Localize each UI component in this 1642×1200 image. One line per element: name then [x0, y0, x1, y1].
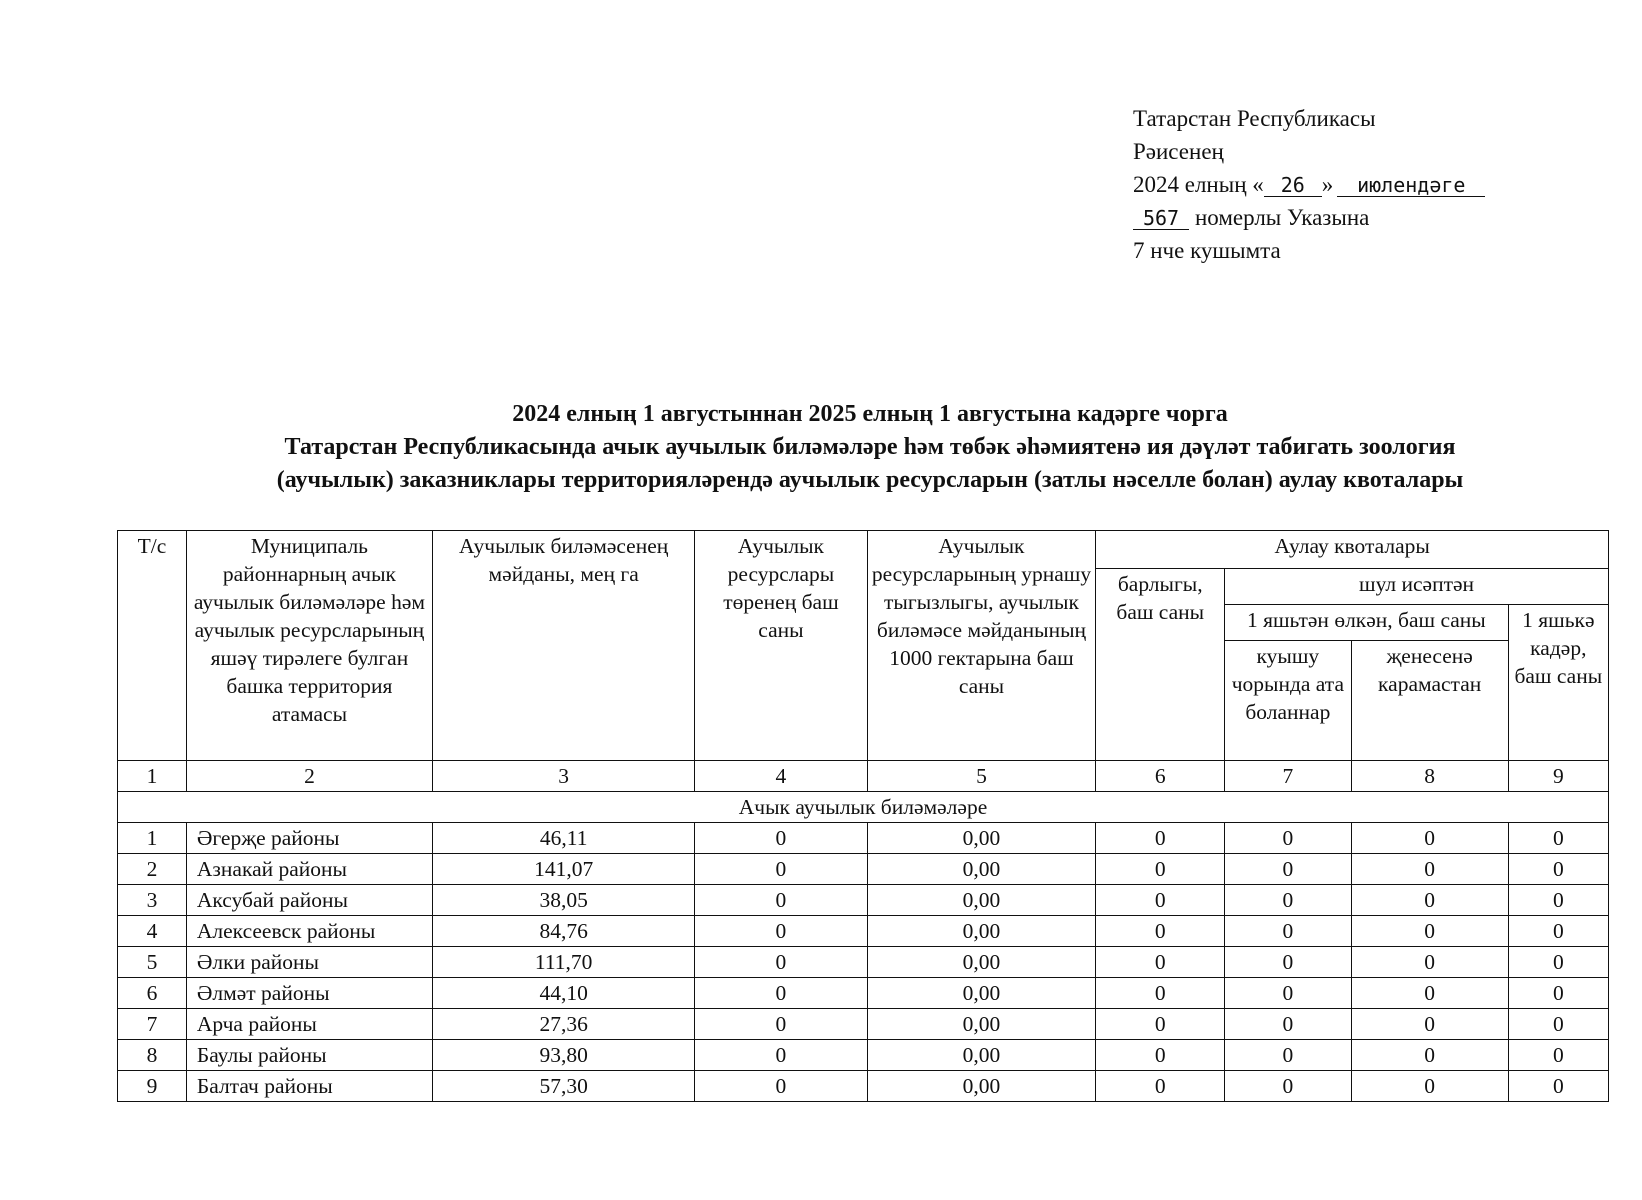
- cell-district-name: Азнакай районы: [186, 854, 432, 885]
- cell-area: 57,30: [433, 1071, 695, 1102]
- cell-area: 93,80: [433, 1040, 695, 1071]
- cell-under-one-year: 0: [1508, 1009, 1608, 1040]
- cell-any-sex: 0: [1351, 823, 1508, 854]
- cell-density: 0,00: [867, 1040, 1096, 1071]
- cell-district-name: Әгерҗе районы: [186, 823, 432, 854]
- appendix-month: июлендәге: [1337, 174, 1485, 197]
- cell-density: 0,00: [867, 854, 1096, 885]
- quota-table: [117, 530, 1609, 1102]
- appendix-line-number: [1133, 201, 1485, 234]
- appendix-line-president: Рәисенең: [1133, 139, 1224, 164]
- cell-district-name: Баулы районы: [186, 1040, 432, 1071]
- header-over-one-year: 1 яшьтән өлкән, баш саны: [1225, 605, 1509, 641]
- cell-rut-males: 0: [1225, 1009, 1352, 1040]
- appendix-decree-number: 567: [1133, 207, 1189, 230]
- cell-area: 141,07: [433, 854, 695, 885]
- cell-number: 6: [118, 978, 187, 1009]
- cell-number: 2: [118, 854, 187, 885]
- cell-resource-count: 0: [695, 947, 867, 978]
- header-row-1: [118, 531, 1609, 569]
- appendix-line-annex: 7 нче кушымта: [1133, 238, 1281, 263]
- column-number: 5: [867, 761, 1096, 792]
- section-row: [118, 792, 1609, 823]
- cell-any-sex: 0: [1351, 1040, 1508, 1071]
- title-line-2: Татарстан Республикасында ачык аучылык биләмәләре һәм төбәк әһәмиятенә ия дәүләт табигать зоология: [284, 434, 1456, 460]
- table-row: [118, 885, 1609, 916]
- section-title: Ачык аучылык биләмәләре: [118, 792, 1609, 823]
- cell-rut-males: 0: [1225, 916, 1352, 947]
- cell-number: 4: [118, 916, 187, 947]
- header-any-sex: җенесенә карамастан: [1351, 641, 1508, 761]
- table-row: [118, 854, 1609, 885]
- column-numbers-row: [118, 761, 1609, 792]
- table-row: [118, 1040, 1609, 1071]
- cell-number: 1: [118, 823, 187, 854]
- cell-resource-count: 0: [695, 823, 867, 854]
- cell-resource-count: 0: [695, 1040, 867, 1071]
- cell-total: 0: [1096, 916, 1225, 947]
- cell-area: 44,10: [433, 978, 695, 1009]
- cell-resource-count: 0: [695, 1009, 867, 1040]
- cell-under-one-year: 0: [1508, 1071, 1608, 1102]
- cell-area: 84,76: [433, 916, 695, 947]
- header-total: барлыгы, баш саны: [1096, 569, 1225, 761]
- title-line-1: 2024 елның 1 августыннан 2025 елның 1 августына кадәрге чорга: [512, 401, 1228, 427]
- cell-any-sex: 0: [1351, 885, 1508, 916]
- cell-total: 0: [1096, 885, 1225, 916]
- document-title: [120, 398, 1620, 497]
- table-row: [118, 978, 1609, 1009]
- header-territory-name: Муниципаль районнарның ачык аучылык биләмәләре һәм аучылык ресурсларының яшәү тирәлеге булган башка территория атамасы: [186, 531, 432, 761]
- table-row: [118, 1009, 1609, 1040]
- cell-district-name: Аксубай районы: [186, 885, 432, 916]
- cell-resource-count: 0: [695, 1071, 867, 1102]
- appendix-number-suffix: номерлы Указына: [1195, 205, 1370, 230]
- cell-resource-count: 0: [695, 916, 867, 947]
- cell-any-sex: 0: [1351, 854, 1508, 885]
- title-line-3: (аучылык) заказниклары территорияләрендә аучылык ресурсларын (затлы нәселле болан) аулау квоталары: [276, 467, 1464, 493]
- cell-under-one-year: 0: [1508, 885, 1608, 916]
- cell-rut-males: 0: [1225, 947, 1352, 978]
- cell-under-one-year: 0: [1508, 947, 1608, 978]
- cell-any-sex: 0: [1351, 947, 1508, 978]
- cell-any-sex: 0: [1351, 916, 1508, 947]
- cell-district-name: Әлки районы: [186, 947, 432, 978]
- cell-rut-males: 0: [1225, 1071, 1352, 1102]
- table-row: [118, 1071, 1609, 1102]
- header-quotas: Аулау квоталары: [1096, 531, 1609, 569]
- cell-rut-males: 0: [1225, 854, 1352, 885]
- cell-density: 0,00: [867, 916, 1096, 947]
- cell-density: 0,00: [867, 823, 1096, 854]
- table-row: [118, 916, 1609, 947]
- cell-under-one-year: 0: [1508, 916, 1608, 947]
- cell-total: 0: [1096, 1071, 1225, 1102]
- header-area: Аучылык биләмәсенең мәйданы, мең га: [433, 531, 695, 761]
- column-number: 4: [695, 761, 867, 792]
- cell-density: 0,00: [867, 1009, 1096, 1040]
- header-resource-count: Аучылык ресурслары төренең баш саны: [695, 531, 867, 761]
- cell-resource-count: 0: [695, 885, 867, 916]
- cell-district-name: Балтач районы: [186, 1071, 432, 1102]
- cell-number: 5: [118, 947, 187, 978]
- column-number: 7: [1225, 761, 1352, 792]
- appendix-line-date: [1133, 168, 1485, 201]
- cell-area: 111,70: [433, 947, 695, 978]
- table-row: [118, 823, 1609, 854]
- cell-area: 27,36: [433, 1009, 695, 1040]
- cell-resource-count: 0: [695, 854, 867, 885]
- header-under-one-year: 1 яшькә кадәр, баш саны: [1508, 605, 1608, 761]
- cell-resource-count: 0: [695, 978, 867, 1009]
- column-number: 2: [186, 761, 432, 792]
- cell-total: 0: [1096, 947, 1225, 978]
- cell-under-one-year: 0: [1508, 978, 1608, 1009]
- cell-total: 0: [1096, 978, 1225, 1009]
- cell-total: 0: [1096, 854, 1225, 885]
- header-rut-males: куышу чорында ата боланнар: [1225, 641, 1352, 761]
- column-number: 6: [1096, 761, 1225, 792]
- cell-under-one-year: 0: [1508, 854, 1608, 885]
- header-serial-number: Т/с: [118, 531, 187, 761]
- appendix-day-suffix: »: [1321, 172, 1334, 197]
- header-of-which: шул исәптән: [1225, 569, 1609, 605]
- cell-area: 46,11: [433, 823, 695, 854]
- cell-rut-males: 0: [1225, 978, 1352, 1009]
- cell-total: 0: [1096, 1009, 1225, 1040]
- header-density: Аучылык ресурсларының урнашу тыгызлыгы, аучылык биләмәсе мәйданының 1000 гектарына баш саны: [867, 531, 1096, 761]
- cell-total: 0: [1096, 823, 1225, 854]
- appendix-note: [1133, 102, 1485, 267]
- table-row: [118, 947, 1609, 978]
- cell-number: 7: [118, 1009, 187, 1040]
- cell-district-name: Әлмәт районы: [186, 978, 432, 1009]
- cell-any-sex: 0: [1351, 978, 1508, 1009]
- cell-rut-males: 0: [1225, 885, 1352, 916]
- cell-density: 0,00: [867, 947, 1096, 978]
- cell-total: 0: [1096, 1040, 1225, 1071]
- cell-density: 0,00: [867, 885, 1096, 916]
- appendix-day: 26: [1264, 174, 1322, 197]
- column-number: 3: [433, 761, 695, 792]
- cell-rut-males: 0: [1225, 823, 1352, 854]
- cell-number: 3: [118, 885, 187, 916]
- cell-number: 8: [118, 1040, 187, 1071]
- cell-under-one-year: 0: [1508, 1040, 1608, 1071]
- column-number: 8: [1351, 761, 1508, 792]
- appendix-year-prefix: 2024 елның «: [1133, 172, 1264, 197]
- cell-any-sex: 0: [1351, 1071, 1508, 1102]
- cell-any-sex: 0: [1351, 1009, 1508, 1040]
- cell-number: 9: [118, 1071, 187, 1102]
- column-number: 1: [118, 761, 187, 792]
- column-number: 9: [1508, 761, 1608, 792]
- cell-district-name: Арча районы: [186, 1009, 432, 1040]
- cell-density: 0,00: [867, 978, 1096, 1009]
- appendix-line-republic: Татарстан Республикасы: [1133, 106, 1376, 131]
- cell-district-name: Алексеевск районы: [186, 916, 432, 947]
- cell-area: 38,05: [433, 885, 695, 916]
- cell-rut-males: 0: [1225, 1040, 1352, 1071]
- cell-under-one-year: 0: [1508, 823, 1608, 854]
- cell-density: 0,00: [867, 1071, 1096, 1102]
